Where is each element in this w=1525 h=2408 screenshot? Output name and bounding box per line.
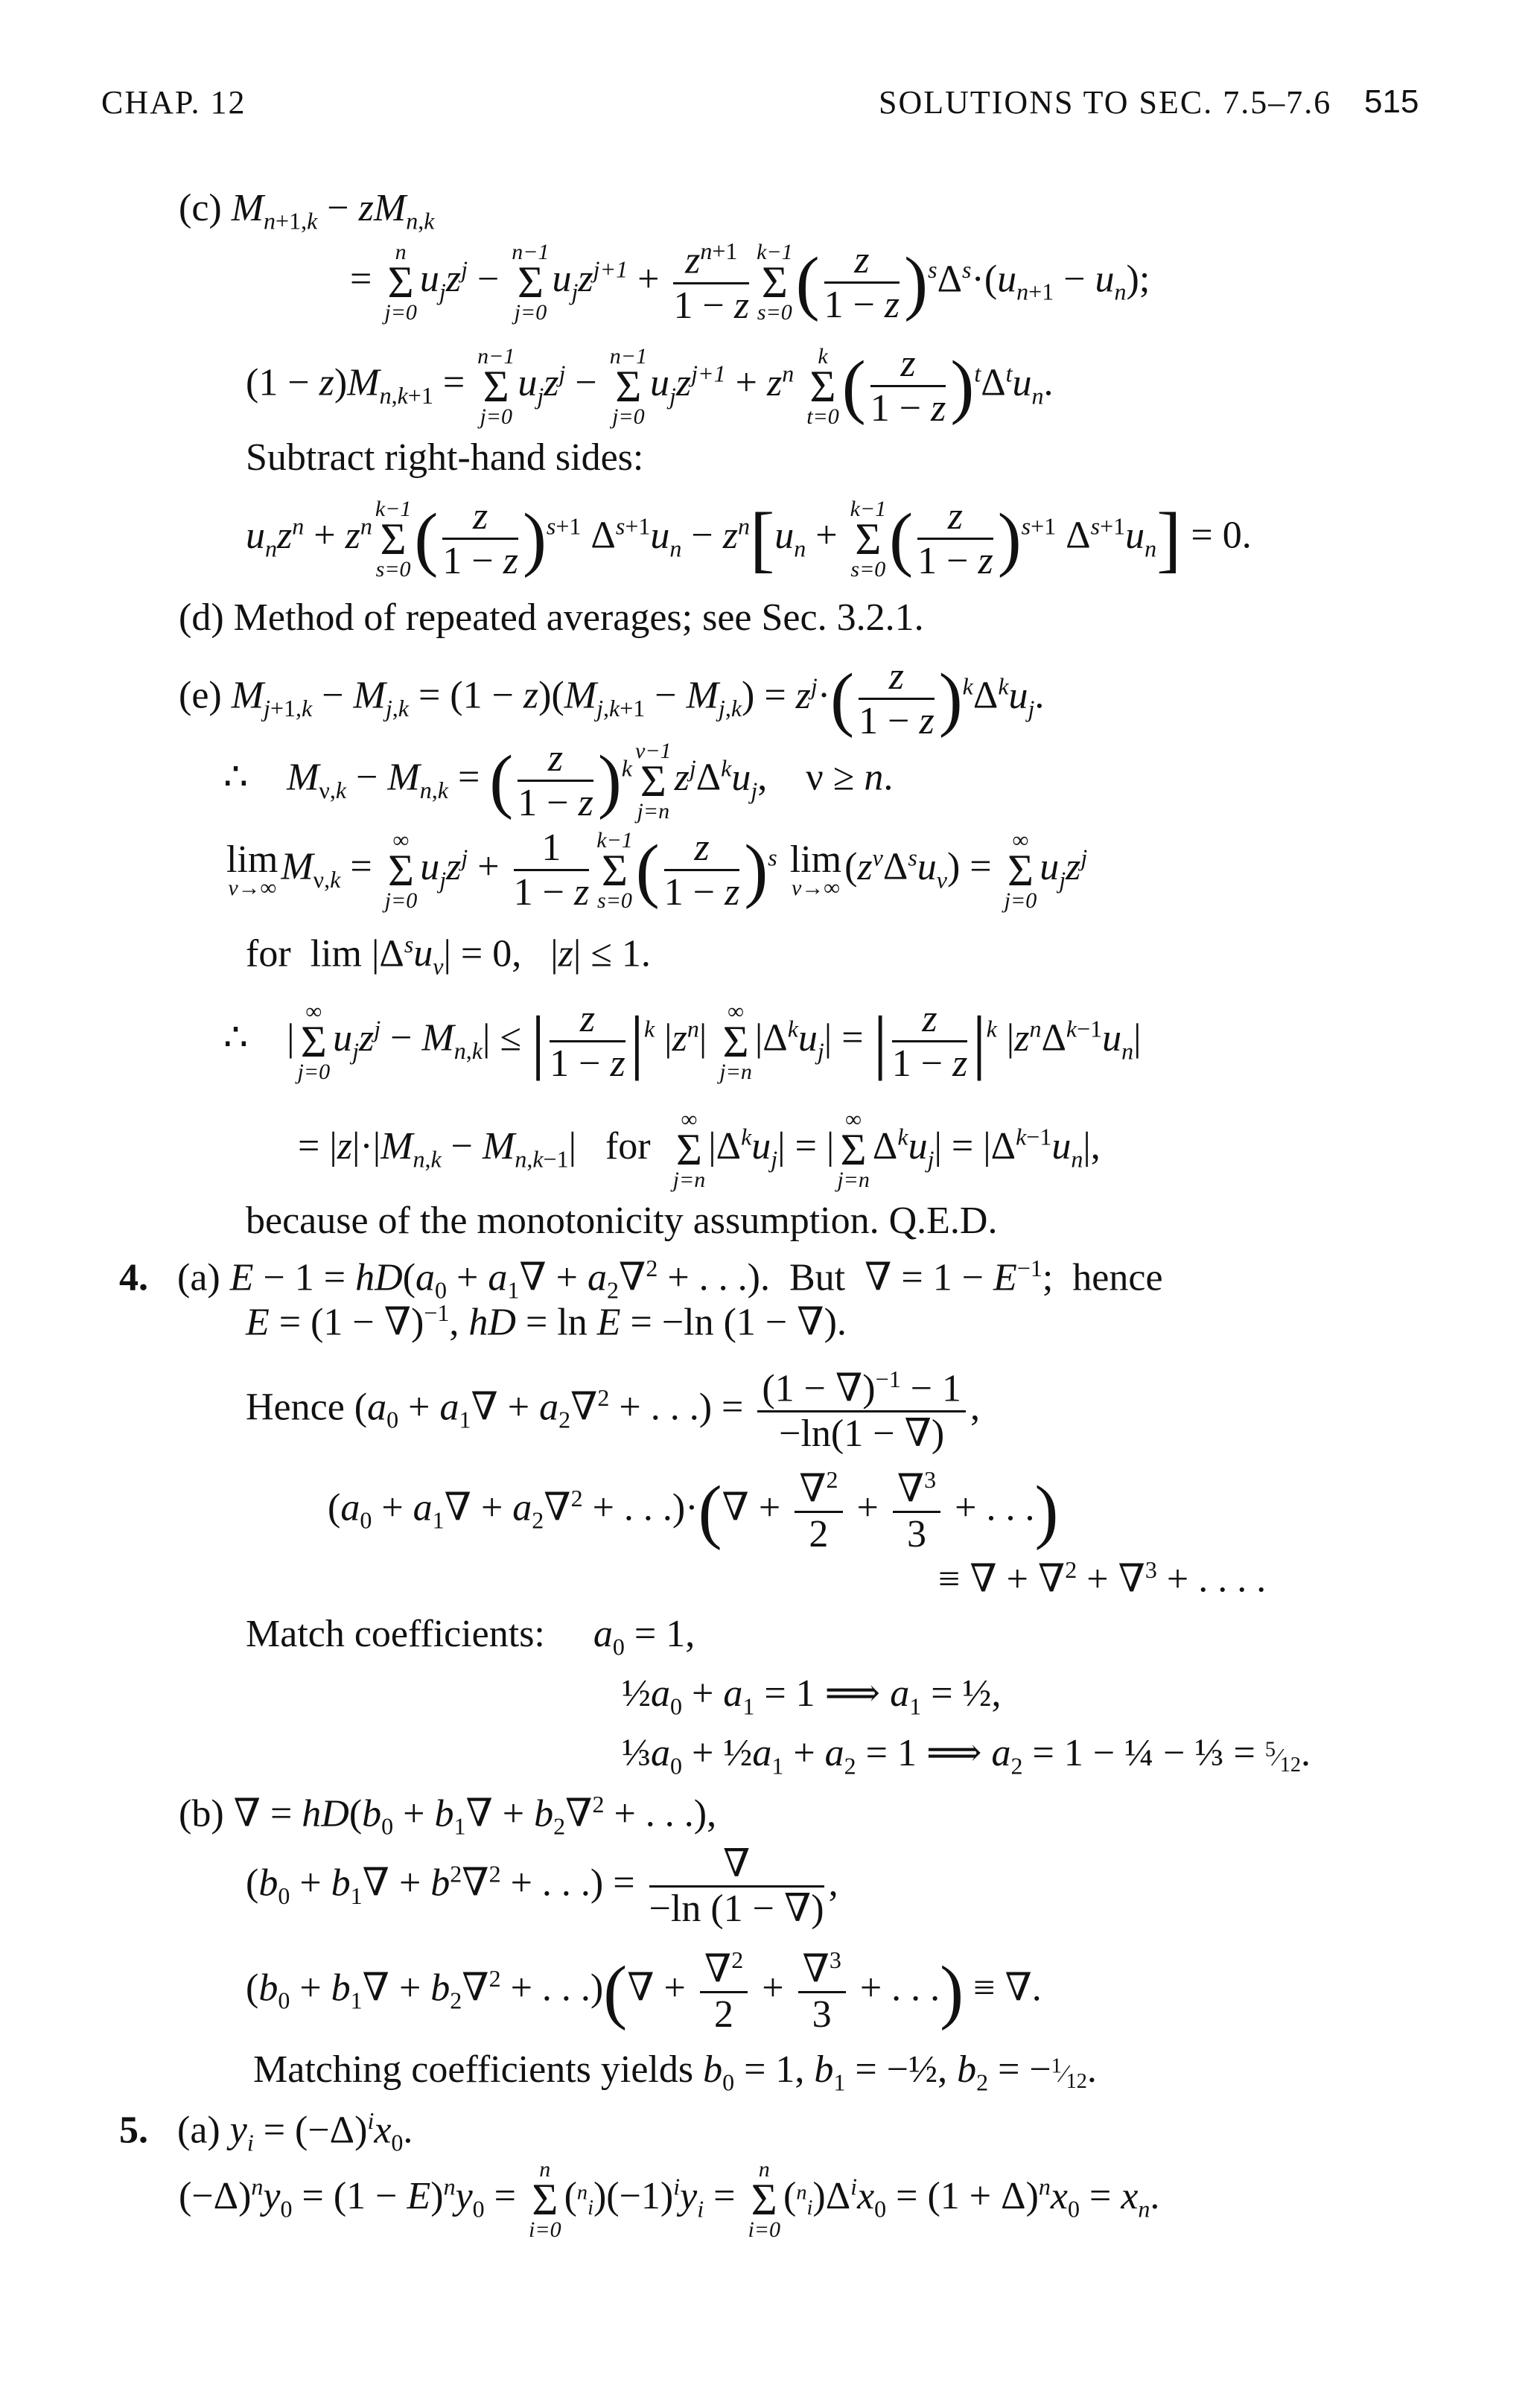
chapter-header: CHAP. 12 [101,84,246,121]
page-number: 515 [1364,83,1419,120]
eq-4a-line5: ≡ ∇ + ∇$^2$ + ∇$^3$ + . . . . [938,1556,1267,1601]
eq-4a-line4: ($a_0 + a_1\nabla + a_2\nabla^2$ + . . .)·(∇ + $\frac{\nabla^2}{2}$ + $\frac{\nabla^3}{3}$ + . . .) [328,1466,1059,1555]
text-subtract: Subtract right-hand sides: [246,436,644,479]
eq-4a-line1: 4. (a) $E - 1 = hD(a_0 + a_1\nabla + a_2\nabla^2$ + . . .). But ∇ = $1 - E^{-1}$; hence [119,1255,1163,1304]
eq-e-line1: (e) $M_{j+1,k} - M_{j,k} = (1 - z)(M_{j,k+1} - M_{j,k}) = z^j\cdot$( $\frac{z}{1 - z}$ )$^k\Delta^ku_j$. [179,655,1045,743]
eq-e-line4: for $\lim |\Delta^su_\nu| = 0$, |z| ≤ 1. [246,931,651,980]
eq-4b-line2: ($b_0 + b_1\nabla + b^2\nabla^2$ + . . .) = $\frac{\nabla}{-\ln (1 - \nabla)}$ , [246,1843,838,1931]
eq-c-line3: $(1 - z)M_{n,k+1}$ = n−1 Σ j=0 $u_jz^j$ − n−1 Σ j=0 $u_jz^{j+1} + z^n$ k Σ t=0 ( $\frac{z}{1 - z}$ )$^t\Delta^tu_n$. [246,343,1054,430]
section-header: SOLUTIONS TO SEC. 7.5–7.6 [879,84,1332,121]
text-d: (d) Method of repeated averages; see Sec. 3.2.1. [179,596,924,639]
eq-4a-line2: E = (1 − ∇)$^{-1}$, hD = ln E = −ln (1 − ∇). [246,1299,847,1344]
eq-e-line3: lim ν→∞ $M_{\nu,k}$ = ∞ Σ j=0 $u_jz^j$ + $\frac{1}{1 - z}$ k−1 Σ s=0 ( $\frac{z}{1 - z}$ )$^s$ lim ν→∞ $(z^\nu\Delta^su_\nu)$ = ∞ Σ j=0 $u_jz^j$ [226,826,1088,914]
eq-4a-line6: Match coefficients: $a_0 = 1$, [246,1613,695,1660]
eq-5a-line2: $(-\Delta)^ny_0 = (1 - E)^ny_0$ = n Σ i=0 $(^n_i)(-1)^iy_i$ = n Σ i=0 $(^n_i)\Delta^ix_0 = (1 + \Delta)^nx_0 = x_n$. [179,2157,1160,2242]
eq-4b-line3: ($b_0 + b_1\nabla + b_2\nabla^2$ + . . .)(∇ + $\frac{\nabla^2}{2}$ + $\frac{\nabla^3}{3}$ + . . .) ≡ ∇. [246,1946,1042,2036]
eq-5a-line1: 5. (a) $y_i = (-\Delta)^ix_0$. [119,2107,413,2156]
eq-4a-line3: Hence ($a_0 + a_1\nabla + a_2\nabla^2$ + . . .) = $\frac{(1 - \nabla)^{-1} - 1}{-\ln(1 - \nabla)}$ , [246,1366,981,1455]
eq-4b-line1: (b) ∇ = $hD(b_0 + b_1\nabla + b_2\nabla^2$ + . . .), [179,1791,717,1840]
eq-4a-line7: $\frac{1}{2}a_0 + a_1 = 1$ ⟹ $a_1$ = ½, [622,1672,1002,1720]
eq-e-line5: ∴ | ∞ Σ j=0 $u_jz^j - M_{n,k}|$ ≤ | $\frac{z}{1 - z}$ $|^k$ $|z^n|$ ∞ Σ j=n $|\Delta^ku_j|$ = | $\frac{z}{1 - z}$ $|^k$ $|z^n\Delta^{k-1}u_n|$ [223,998,1142,1086]
text-monotonicity: because of the monotonicity assumption. Q.E.D. [246,1200,998,1242]
eq-4a-line8: $\frac{1}{3}a_0$ + $\frac{1}{2}a_1 + a_2 = 1$ ⟹ $a_2 = 1$ − ¼ − ⅓ = $^5⁄_{12}$. [622,1732,1311,1780]
eq-c-line5: $u_nz^n + z^n$ k−1 Σ s=0 ( $\frac{z}{1 - z}$ )$^{s+1}$ $\Delta^{s+1}u_n - z^n[u_n$ + k−1 Σ s=0 ( $\frac{z}{1 - z}$ )$^{s+1}$ $\Delta^{s+1}u_n] = 0$. [246,495,1252,583]
eq-c-line2: = n Σ j=0 $u_jz^j$ − n−1 Σ j=0 $u_jz^{j+1}$ + $\frac{z^{n+1}}{1 - z}$ k−1 Σ s=0 ( $\frac{z}{1 - z}$ )$^s\Delta^s\cdot(u_{n+1} - u_n)$; [350,238,1150,327]
eq-4b-line4: Matching coefficients yields $b_0 = 1$, $b_1$ = −½, $b_2$ = $-^1⁄_{12}$. [253,2048,1097,2096]
eq-c-line1: (c) $M_{n+1,k} - zM_{n,k}$ [179,187,435,235]
eq-e-line2: ∴ $M_{\nu,k} - M_{n,k}$ = ( $\frac{z}{1 - z}$ )$^k$ ν−1 Σ j=n $z^j\Delta^ku_j$, ν ≥ n. [223,737,894,825]
eq-e-line6: = $|z|\cdot|M_{n,k} - M_{n,k-1}|$ for ∞ Σ j=n $|\Delta^ku_j|$ = | ∞ Σ j=n $\Delta^ku_j| = |\Delta^{k-1}u_n|$, [298,1107,1101,1192]
